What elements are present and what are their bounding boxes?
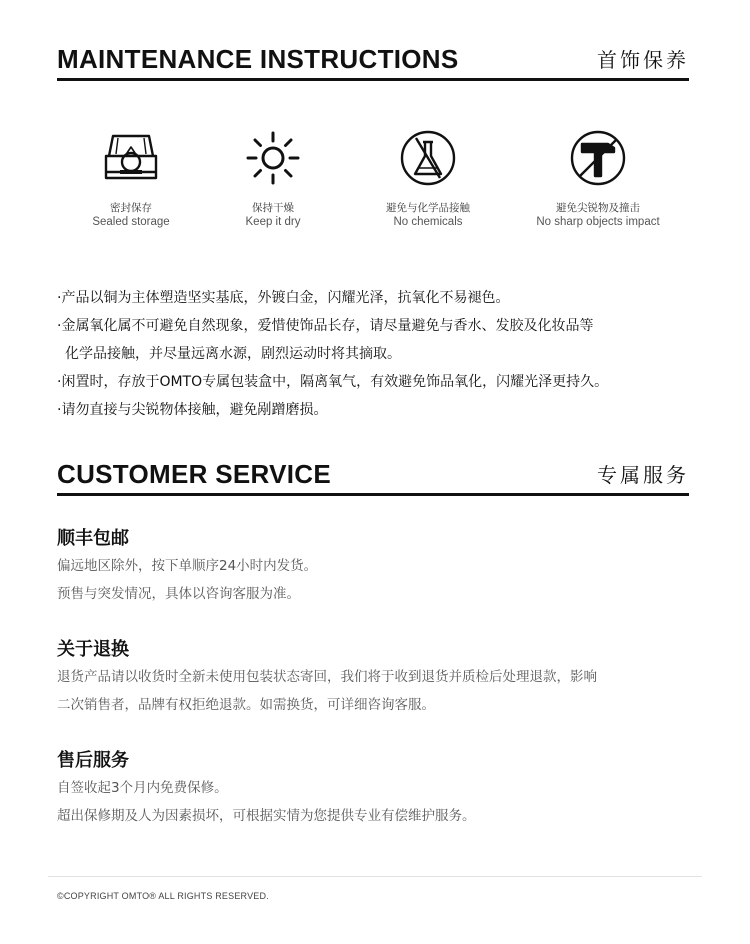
note-item xyxy=(57,284,697,312)
service-text: 退货产品请以收货时全新未使用包装状态寄回，我们将于收到退货并质检后处理退款，影响 xyxy=(57,669,597,685)
service-text: 预售与突发情况，具体以咨询客服为准。 xyxy=(57,586,300,602)
care-label-en: No chemicals xyxy=(393,216,463,228)
care-label-cn: 保持干燥 xyxy=(252,202,294,214)
no-chemicals-icon xyxy=(398,128,458,188)
service-heading: 售后服务 xyxy=(57,750,129,771)
service-aftersales xyxy=(57,748,697,830)
note-text: ·产品以铜为主体塑造坚实基底，外镀白金，闪耀光泽，抗氧化不易褪色。 xyxy=(57,290,510,306)
service-shipping xyxy=(57,526,697,608)
sun-icon xyxy=(243,128,303,188)
note-text-continued: 化学品接触，并尽量远离水源，剧烈运动时将其摘取。 xyxy=(65,346,401,362)
service-text: 超出保修期及人为因素损坏，可根据实情为您提供专业有偿维护服务。 xyxy=(57,808,476,824)
service-returns xyxy=(57,637,697,719)
no-hammer-icon xyxy=(568,128,628,188)
ring-box-icon xyxy=(101,128,161,188)
service-text: 二次销售者，品牌有权拒绝退款。如需换货，可详细咨询客服。 xyxy=(57,697,435,713)
care-item-sharp xyxy=(508,128,688,229)
care-label-en: No sharp objects impact xyxy=(536,216,660,228)
note-text: ·闲置时，存放于OMTO专属包装盒中，隔离氧气，有效避免饰品氧化，闪耀光泽更持久。 xyxy=(57,374,609,390)
care-label-cn: 密封保存 xyxy=(110,202,152,214)
care-label-cn: 避免尖锐物及撞击 xyxy=(556,202,640,214)
service-header xyxy=(57,459,689,496)
maintenance-notes xyxy=(57,284,697,424)
service-text: 自签收起3个月内免费保修。 xyxy=(57,780,228,796)
service-heading: 关于退换 xyxy=(57,639,129,660)
care-item-dry xyxy=(183,128,363,229)
note-item xyxy=(57,368,697,396)
care-label-en: Sealed storage xyxy=(92,216,170,228)
maintenance-title-cn: 首饰保养 xyxy=(597,48,689,72)
copyright: ©COPYRIGHT OMTO® ALL RIGHTS RESERVED. xyxy=(57,891,269,901)
note-item xyxy=(57,312,697,368)
footer-divider xyxy=(48,876,702,877)
note-text: ·金属氧化属不可避免自然现象，爱惜使饰品长存，请尽量避免与香水、发胶及化妆品等 xyxy=(57,318,594,334)
care-item-chemicals xyxy=(338,128,518,229)
care-label-en: Keep it dry xyxy=(245,216,301,228)
note-text: ·请勿直接与尖锐物体接触，避免剐蹭磨损。 xyxy=(57,402,328,418)
maintenance-title: MAINTENANCE INSTRUCTIONS xyxy=(57,44,459,74)
note-item xyxy=(57,396,697,424)
service-title: CUSTOMER SERVICE xyxy=(57,459,332,489)
care-label-cn: 避免与化学品接触 xyxy=(386,202,470,214)
service-title-cn: 专属服务 xyxy=(597,463,689,487)
maintenance-header xyxy=(57,44,689,81)
care-icons xyxy=(57,128,689,238)
service-text: 偏远地区除外，按下单顺序24小时内发货。 xyxy=(57,558,318,574)
service-heading: 顺丰包邮 xyxy=(57,528,129,549)
